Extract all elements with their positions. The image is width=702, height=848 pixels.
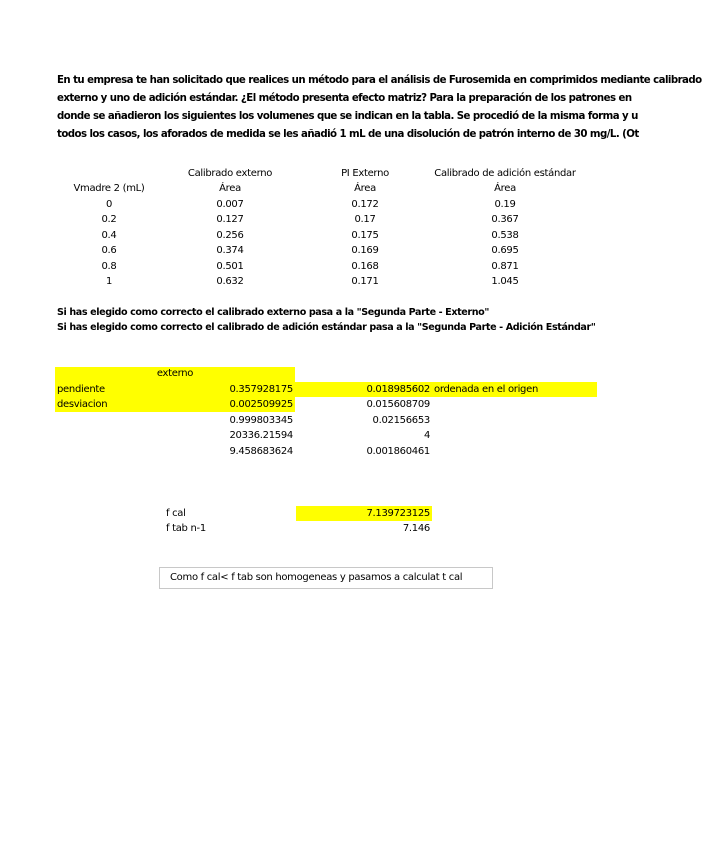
ss-regression: 9.458683624	[229, 446, 293, 457]
table-cell: 0.127	[216, 214, 244, 225]
ftab-value: 7.146	[402, 523, 430, 534]
label-desviacion: desviacion	[57, 399, 108, 410]
table-cell: 0.007	[216, 199, 244, 210]
table-cell: 0.171	[351, 276, 379, 287]
table-cell: 0.4	[101, 230, 117, 241]
intro-paragraph	[57, 72, 702, 144]
degrees-freedom: 4	[423, 430, 430, 441]
intro-line: todos los casos, los aforados de medida se les añadió 1 mL de una disolución de patrón interno de 30 mg/L. (Ot	[57, 129, 639, 140]
table-cell: 0.169	[351, 245, 379, 256]
table-cell: 0	[105, 199, 113, 210]
note-adicion: Si has elegido como correcto el calibrado de adición estándar pasa a la "Segunda Parte - Adición Estándar"	[57, 322, 596, 333]
ss-residual: 0.001860461	[366, 446, 430, 457]
intro-line: externo y uno de adición estándar. ¿El método presenta efecto matriz? Para la preparación de los patrones en	[57, 93, 632, 104]
f-statistic: 20336.21594	[229, 430, 293, 441]
header-area: Área	[219, 183, 241, 194]
table-cell: 0.6	[101, 245, 117, 256]
regression-header: externo	[156, 368, 194, 379]
table-cell: 0.695	[491, 245, 519, 256]
table-cell: 0.19	[494, 199, 516, 210]
slope-error: 0.002509925	[229, 399, 293, 410]
note-externo: Si has elegido como correcto el calibrado externo pasa a la "Segunda Parte - Externo"	[57, 307, 489, 318]
conclusion-textbox[interactable]: Como f cal< f tab son homogeneas y pasamos a calculat t cal	[159, 567, 493, 589]
label-pendiente: pendiente	[57, 384, 105, 395]
table-cell: 0.17	[354, 214, 376, 225]
fcal-value: 7.139723125	[366, 508, 430, 519]
intercept-label: ordenada en el origen	[434, 384, 538, 395]
table-cell: 0.538	[491, 230, 519, 241]
intro-line: En tu empresa te han solicitado que realices un método para el análisis de Furosemida en comprimidos mediante calibrado	[57, 75, 702, 86]
r-squared: 0.999803345	[229, 415, 293, 426]
table-cell: 1.045	[491, 276, 519, 287]
table-cell: 0.2	[101, 214, 117, 225]
slope-value: 0.357928175	[229, 384, 293, 395]
table-cell: 0.175	[351, 230, 379, 241]
header-vmadre: Vmadre 2 (mL)	[73, 183, 145, 194]
intro-line: donde se añadieron los siguientes los volumenes que se indican en la tabla. Se procedió de la misma forma y u	[57, 111, 638, 122]
table-cell: 0.374	[216, 245, 244, 256]
header-area: Área	[494, 183, 516, 194]
table-cell: 0.501	[216, 261, 244, 272]
table-cell: 0.367	[491, 214, 519, 225]
table-cell: 0.168	[351, 261, 379, 272]
ftab-label: f tab n-1	[166, 523, 206, 534]
header-adicion-estandar: Calibrado de adición estándar	[434, 168, 576, 179]
fcal-label: f cal	[166, 508, 186, 519]
table-cell: 0.172	[351, 199, 379, 210]
table-cell: 0.632	[216, 276, 244, 287]
standard-error-y: 0.02156653	[372, 415, 430, 426]
table-cell: 1	[105, 276, 113, 287]
table-cell: 0.871	[491, 261, 519, 272]
header-pi-externo: PI Externo	[341, 168, 389, 179]
header-area: Área	[354, 183, 376, 194]
intercept-value: 0.018985602	[366, 384, 430, 395]
table-cell: 0.256	[216, 230, 244, 241]
header-calibrado-externo: Calibrado externo	[187, 168, 273, 179]
intercept-error: 0.015608709	[366, 399, 430, 410]
table-cell: 0.8	[101, 261, 117, 272]
